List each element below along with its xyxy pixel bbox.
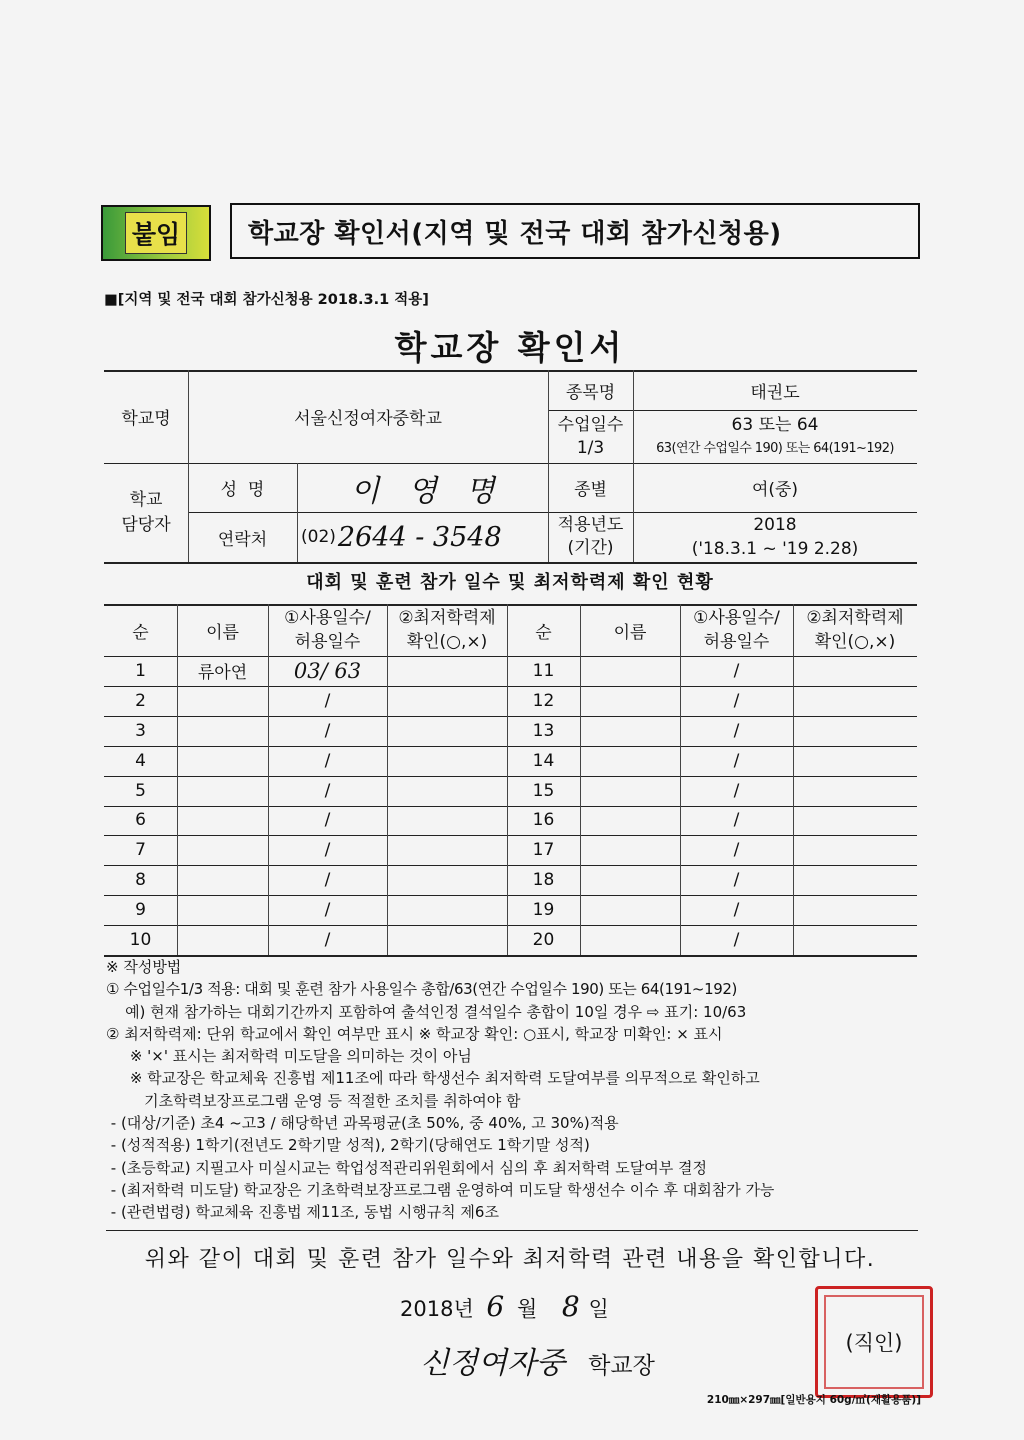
- date-month-unit: 월: [516, 1297, 538, 1321]
- row-days: /: [324, 720, 331, 741]
- row-number: 13: [532, 720, 555, 741]
- event-value: 태권도: [750, 382, 800, 403]
- row-number: 20: [532, 930, 555, 951]
- class-days-label: [548, 412, 633, 462]
- row-name: [580, 656, 680, 686]
- contact-prefix: (02): [301, 527, 336, 547]
- class-days-label-line2: 1/3: [576, 438, 605, 458]
- instruction-line: - (관련법령) 학교체육 진흥법 제11조, 동법 시행규칙 제6조: [106, 1203, 499, 1222]
- row-days: /: [324, 900, 331, 921]
- row-number: 8: [135, 870, 146, 891]
- row-name: [177, 746, 268, 776]
- period-value: ('18.3.1 ~ '19 2.28): [691, 539, 859, 559]
- confirm-text: 위와 같이 대회 및 훈련 참가 일수와 최저학력 관련 내용을 확인합니다.: [144, 1247, 876, 1272]
- row-number: 1: [135, 660, 146, 681]
- notes-bottom-rule: [106, 1230, 918, 1231]
- manager-name: 이 영 명: [350, 473, 495, 509]
- row-name: [580, 776, 680, 806]
- row-check: [793, 806, 917, 836]
- row-number: 4: [135, 750, 146, 771]
- col-header-check-left-line1: ②최저학력제: [398, 608, 496, 628]
- row-days: /: [324, 810, 331, 831]
- row-number: 19: [532, 900, 555, 921]
- class-days-label-line1: 수업일수: [557, 415, 624, 435]
- row-check: [387, 656, 507, 686]
- row-days: /: [324, 750, 331, 771]
- section-title: 대회 및 훈련 참가 일수 및 최저학력제 확인 현황: [306, 572, 714, 593]
- row-name: [177, 686, 268, 716]
- name-label: 성 명: [220, 480, 265, 500]
- row-number: 5: [135, 780, 146, 801]
- row-name: [177, 865, 268, 895]
- year-value: [633, 512, 917, 562]
- row-days: /: [733, 870, 740, 891]
- row-check: [387, 716, 507, 746]
- official-seal: [815, 1286, 933, 1398]
- row-check: [793, 746, 917, 776]
- row-check: [793, 895, 917, 925]
- manager-label-line1: 학교: [129, 489, 163, 510]
- row-name: [177, 776, 268, 806]
- instructions: [106, 956, 918, 1224]
- date-month: 6: [486, 1290, 505, 1323]
- col-header-days-left-line1: ①사용일수/: [284, 608, 371, 628]
- manager-label-line2: 담당자: [121, 514, 171, 535]
- col-header-check-right-line2: 확인(○,×): [814, 632, 896, 652]
- row-check: [387, 865, 507, 895]
- row-number: 15: [532, 780, 555, 801]
- col-header-days-right-line1: ①사용일수/: [693, 608, 780, 628]
- row-days: /: [733, 810, 740, 831]
- row-number: 9: [135, 900, 146, 921]
- row-name: [580, 746, 680, 776]
- row-check: [387, 925, 507, 955]
- instruction-line: ① 수업일수1/3 적용: 대회 및 훈련 참가 사용일수 총합/63(연간 수업일수 190) 또는 64(191~192): [106, 980, 737, 999]
- row-days: /: [733, 690, 740, 711]
- row-check: [793, 716, 917, 746]
- col-header-days-right-line2: 허용일수: [703, 632, 770, 652]
- row-number: 6: [135, 810, 146, 831]
- badge-label: 붙임: [125, 212, 187, 254]
- row-name: [177, 925, 268, 955]
- row-check: [793, 865, 917, 895]
- col-header-check-right-line1: ②최저학력제: [806, 608, 904, 628]
- manager-label: [104, 463, 188, 562]
- page-title: 학교장 확인서: [394, 328, 626, 367]
- row-days: /: [733, 840, 740, 861]
- instruction-line: - (대상/기준) 초4 ~고3 / 해당학년 과목평균(초 50%, 중 40%, 고 30%)적용: [106, 1114, 619, 1133]
- contact-number: 2644 - 3548: [337, 521, 502, 553]
- row-days: /: [324, 690, 331, 711]
- instruction-line: 예) 현재 참가하는 대회기간까지 포함하여 출석인정 결석일수 총합이 10일 경우 ⇨ 표기: 10/63: [106, 1002, 747, 1021]
- row-name: [580, 925, 680, 955]
- col-header-no-left: 순: [132, 622, 149, 643]
- row-days: /: [733, 660, 740, 681]
- instruction-line: - (최저학력 미도달) 학교장은 기초학력보장프로그램 운영하여 미도달 학생선수 이수 후 대회참가 가능: [106, 1180, 775, 1199]
- row-name: [580, 686, 680, 716]
- year-label-line1: 적용년도: [557, 515, 624, 535]
- row-days: /: [733, 900, 740, 921]
- instruction-line: - (초등학교) 지필고사 미실시교는 학업성적관리위원회에서 심의 후 최저학력 도달여부 결정: [106, 1158, 707, 1177]
- row-number: 2: [135, 690, 146, 711]
- school-label: 학교명: [121, 409, 171, 429]
- row-name: 류아연: [197, 663, 248, 684]
- row-number: 3: [135, 720, 146, 741]
- row-check: [793, 686, 917, 716]
- header-title: 학교장 확인서(지역 및 전국 대회 참가신청용): [230, 203, 920, 259]
- class-days-detail: 63(연간 수업일수 190) 또는 64(191~192): [656, 441, 894, 456]
- row-check: [387, 776, 507, 806]
- class-days-value: [633, 412, 917, 462]
- row-name: [177, 806, 268, 836]
- instruction-line: ※ '×' 표시는 최저학력 미도달을 의미하는 것이 아님: [106, 1047, 472, 1066]
- row-check: [793, 776, 917, 806]
- row-number: 14: [532, 750, 555, 771]
- row-number: 17: [532, 840, 555, 861]
- event-label: 종목명: [565, 382, 616, 403]
- col-header-name-right: 이름: [613, 622, 647, 643]
- row-number: 7: [135, 840, 146, 861]
- row-check: [387, 895, 507, 925]
- row-check: [387, 806, 507, 836]
- contact-value: [297, 512, 548, 562]
- date-year: 2018년: [400, 1297, 474, 1321]
- gender-label: 종별: [574, 480, 607, 500]
- handwritten-signature: 신정여자중: [420, 1346, 565, 1381]
- col-header-check-left: [387, 604, 507, 656]
- attachment-badge: [101, 205, 211, 261]
- instruction-line: ※ 학교장은 학교체육 진흥법 제11조에 따라 학생선수 최저학력 도달여부를 의무적으로 확인하고: [106, 1069, 760, 1088]
- school-value: 서울신정여자중학교: [294, 409, 442, 429]
- row-check: [387, 835, 507, 865]
- row-check: [387, 686, 507, 716]
- principal-label: 학교장: [588, 1353, 655, 1379]
- row-days: /: [324, 870, 331, 891]
- row-days: /: [324, 930, 331, 951]
- date-day-unit: 일: [588, 1297, 609, 1321]
- year-main: 2018: [753, 515, 797, 535]
- paper-spec: 210㎜×297㎜[일반용지 60g/㎡(재활용품)]: [706, 1394, 921, 1406]
- col-header-days-right: [680, 604, 793, 656]
- col-header-name-left: 이름: [206, 622, 239, 643]
- gender-value: 여(중): [751, 480, 799, 500]
- row-name: [580, 835, 680, 865]
- instruction-line: ※ 작성방법: [106, 958, 182, 976]
- row-check: [793, 835, 917, 865]
- date-day: 8: [561, 1290, 580, 1323]
- class-days-main: 63 또는 64: [731, 415, 819, 435]
- row-name: [177, 895, 268, 925]
- col-header-check-left-line2: 확인(○,×): [406, 632, 488, 652]
- row-days: 03/ 63: [293, 658, 362, 683]
- row-days: /: [733, 930, 740, 951]
- col-header-days-left: [268, 604, 387, 656]
- signed-date: [400, 1290, 609, 1323]
- application-note: ■[지역 및 전국 대회 참가신청용 2018.3.1 적용]: [104, 292, 429, 308]
- col-header-no-right: 순: [535, 622, 552, 643]
- row-days: /: [733, 780, 740, 801]
- row-check: [793, 925, 917, 955]
- year-label-line2: (기간): [567, 538, 614, 558]
- row-days: /: [733, 750, 740, 771]
- row-number: 16: [532, 810, 555, 831]
- instruction-line: 기초학력보장프로그램 운영 등 적절한 조치를 취하여야 함: [106, 1091, 521, 1110]
- row-number: 12: [532, 690, 555, 711]
- row-name: [177, 716, 268, 746]
- row-check: [793, 656, 917, 686]
- seal-label: (직인): [844, 1327, 905, 1357]
- col-header-days-left-line2: 허용일수: [294, 632, 361, 652]
- row-number: 18: [532, 870, 555, 891]
- row-number: 11: [532, 660, 555, 681]
- instruction-line: ② 최저학력제: 단위 학교에서 확인 여부만 표시 ※ 학교장 확인: ○표시, 학교장 미확인: × 표시: [106, 1024, 723, 1043]
- row-name: [177, 835, 268, 865]
- year-label: [548, 512, 633, 562]
- principal-signature: [420, 1338, 655, 1382]
- instruction-line: - (성적적용) 1학기(전년도 2학기말 성적), 2학기(당해연도 1학기말 성적): [106, 1136, 590, 1155]
- col-header-check-right: [793, 604, 917, 656]
- row-check: [387, 746, 507, 776]
- row-name: [580, 806, 680, 836]
- row-name: [580, 865, 680, 895]
- row-number: 10: [129, 930, 152, 951]
- row-name: [580, 716, 680, 746]
- row-days: /: [324, 840, 331, 861]
- row-name: [580, 895, 680, 925]
- row-days: /: [324, 780, 331, 801]
- row-days: /: [733, 720, 740, 741]
- contact-label: 연락처: [217, 529, 268, 550]
